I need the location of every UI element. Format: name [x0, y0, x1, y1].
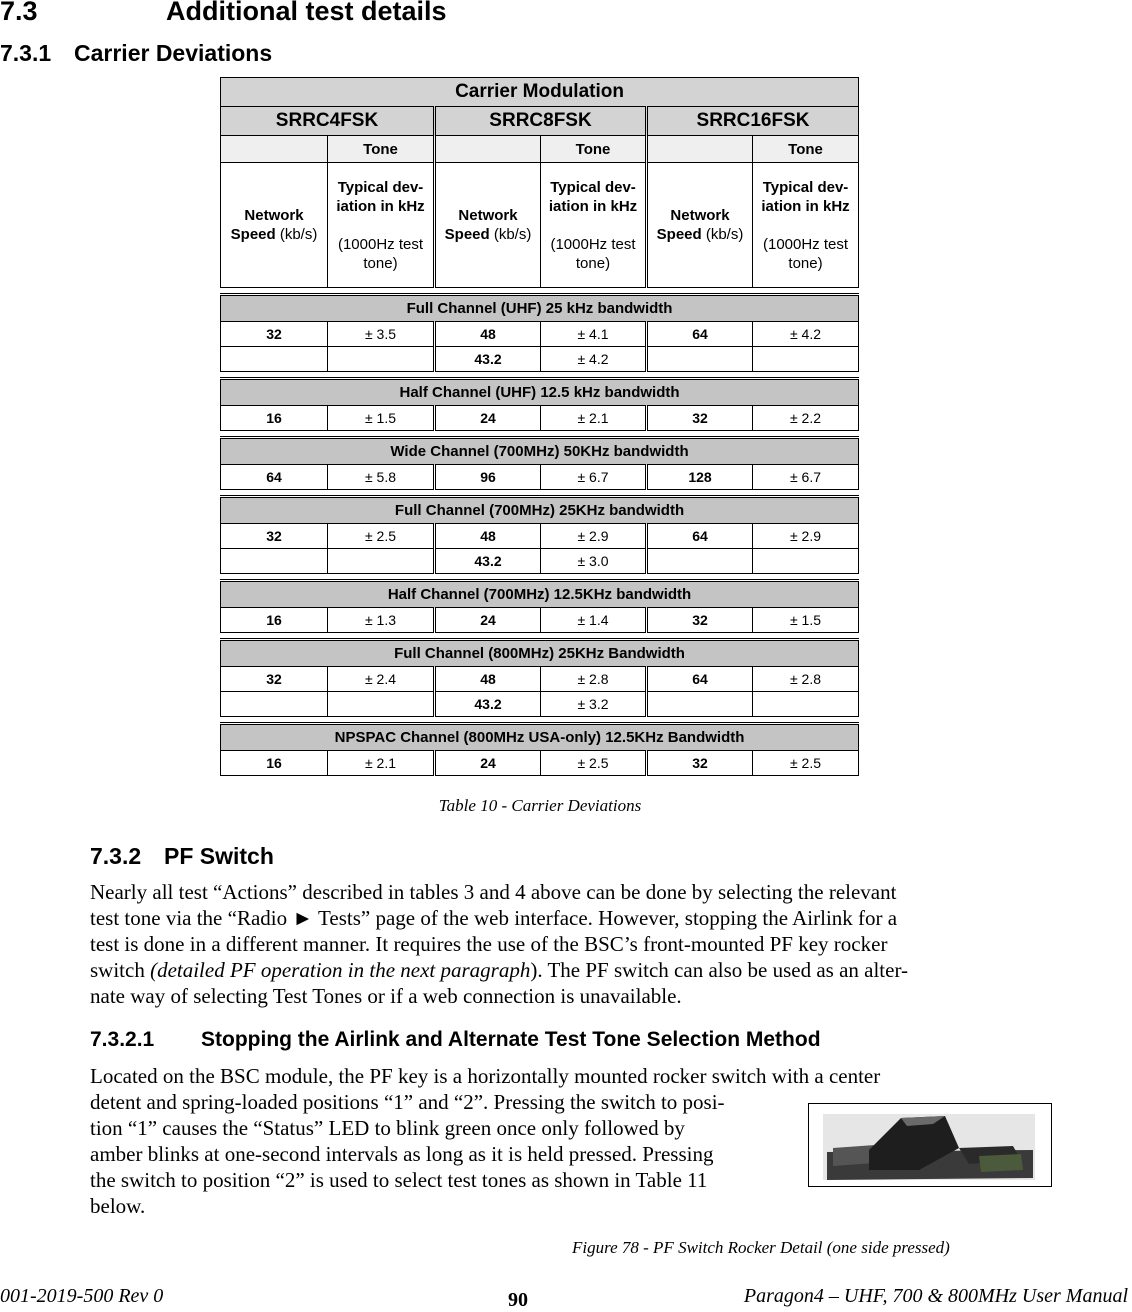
section-spacer	[221, 372, 859, 379]
rocker-switch-icon	[809, 1104, 1051, 1186]
network-speed-header: Network Speed (kb/s)	[221, 163, 328, 288]
paragraph-line: Nearly all test “Actions” described in tables 3 and 4 above can be done by selecting the relevant	[90, 880, 897, 904]
network-speed-cell: 16	[221, 751, 328, 776]
typical-deviation-header: Typical dev- iation in kHz (1000Hz test tone)	[328, 163, 435, 288]
deviation-cell: ± 1.4	[541, 608, 647, 633]
tone-empty-cell	[647, 136, 753, 163]
paragraph-line: switch (detailed PF operation in the next paragraph). The PF switch can also be used as an alter-	[90, 958, 909, 982]
deviation-cell: ± 4.2	[753, 322, 859, 347]
section-header: NPSPAC Channel (800MHz USA-only) 12.5KHz Bandwidth	[221, 724, 859, 751]
network-speed-cell: 64	[221, 465, 328, 490]
section-header: Wide Channel (700MHz) 50KHz bandwidth	[221, 438, 859, 465]
paragraph-line: test is done in a different manner. It requires the use of the BSC’s front-mounted PF key rocker	[90, 932, 888, 956]
deviation-cell: ± 4.2	[541, 347, 647, 372]
section-header: Half Channel (700MHz) 12.5KHz bandwidth	[221, 581, 859, 608]
subsection-title: PF Switch	[164, 843, 274, 869]
footer-manual-title: Paragon4 – UHF, 700 & 800MHz User Manual	[743, 1285, 1128, 1307]
network-speed-cell: 32	[647, 751, 753, 776]
section-spacer	[221, 431, 859, 438]
deviation-cell: ± 2.4	[328, 667, 435, 692]
network-speed-cell: 32	[221, 524, 328, 549]
network-speed-cell: 24	[435, 406, 541, 431]
network-speed-cell: 43.2	[435, 692, 541, 717]
deviation-cell: ± 5.8	[328, 465, 435, 490]
deviation-cell: ± 2.9	[753, 524, 859, 549]
group-header-srrc8fsk: SRRC8FSK	[435, 107, 647, 136]
network-speed-cell: 16	[221, 406, 328, 431]
deviation-cell: ± 4.1	[541, 322, 647, 347]
table-row	[221, 406, 859, 431]
table-row	[221, 608, 859, 633]
network-speed-cell: 32	[647, 608, 753, 633]
network-speed-cell: 24	[435, 751, 541, 776]
pf-switch-paragraph	[90, 879, 1010, 1009]
network-speed-cell: 32	[221, 322, 328, 347]
paragraph-line: tion “1” causes the “Status” LED to blink green once only followed by	[90, 1116, 685, 1140]
network-speed-cell: 43.2	[435, 549, 541, 574]
tone-empty-cell	[435, 136, 541, 163]
network-speed-cell: 64	[647, 322, 753, 347]
group-header-srrc16fsk: SRRC16FSK	[647, 107, 859, 136]
section-number: 7.3	[0, 0, 38, 26]
table-row	[221, 347, 859, 372]
paragraph-line: test tone via the “Radio ► Tests” page of the web interface. However, stopping the Airlink for a	[90, 906, 898, 930]
subsubsection-heading	[90, 1028, 821, 1052]
table-caption: Table 10 - Carrier Deviations	[438, 796, 642, 815]
deviation-cell	[328, 692, 435, 717]
network-speed-cell: 43.2	[435, 347, 541, 372]
deviation-cell: ± 3.5	[328, 322, 435, 347]
paragraph-line: amber blinks at one-second intervals as long as it is held pressed. Pressing	[90, 1142, 714, 1166]
table-row	[221, 465, 859, 490]
deviation-cell	[753, 347, 859, 372]
subsection-title: Carrier Deviations	[74, 40, 273, 66]
network-speed-cell: 64	[647, 524, 753, 549]
deviation-cell: ± 2.8	[541, 667, 647, 692]
subsection-heading-carrier-deviations	[0, 40, 272, 67]
footer-doc-number: 001-2019-500 Rev 0	[0, 1285, 164, 1307]
deviation-cell: ± 1.5	[753, 608, 859, 633]
deviation-cell: ± 2.5	[328, 524, 435, 549]
network-speed-cell	[647, 347, 753, 372]
deviation-cell: ± 2.1	[541, 406, 647, 431]
section-spacer	[221, 633, 859, 640]
deviation-cell: ± 2.9	[541, 524, 647, 549]
network-speed-cell: 48	[435, 524, 541, 549]
subsection-number: 7.3.2	[90, 843, 142, 869]
network-speed-cell: 24	[435, 608, 541, 633]
deviation-cell: ± 2.2	[753, 406, 859, 431]
deviation-cell	[753, 549, 859, 574]
network-speed-cell	[221, 692, 328, 717]
paragraph-line: below.	[90, 1194, 146, 1218]
section-spacer	[221, 717, 859, 724]
deviation-cell: ± 6.7	[753, 465, 859, 490]
deviation-cell	[753, 692, 859, 717]
page-number: 90	[508, 1289, 528, 1311]
paragraph-line: nate way of selecting Test Tones or if a web connection is unavailable.	[90, 984, 682, 1008]
network-speed-cell: 48	[435, 667, 541, 692]
deviation-cell	[328, 549, 435, 574]
section-spacer	[221, 288, 859, 295]
carrier-modulation-table	[220, 77, 859, 776]
tone-header: Tone	[541, 136, 647, 163]
network-speed-cell: 32	[647, 406, 753, 431]
deviation-cell: ± 1.5	[328, 406, 435, 431]
network-speed-cell: 128	[647, 465, 753, 490]
tone-header: Tone	[753, 136, 859, 163]
deviation-cell: ± 3.2	[541, 692, 647, 717]
subsubsection-title: Stopping the Airlink and Alternate Test Tone Selection Method	[201, 1028, 821, 1051]
typical-deviation-header: Typical dev- iation in kHz (1000Hz test tone)	[541, 163, 647, 288]
subsection-number: 7.3.1	[0, 40, 52, 66]
table-row	[221, 692, 859, 717]
section-header: Full Channel (800MHz) 25KHz Bandwidth	[221, 640, 859, 667]
tone-empty-cell	[221, 136, 328, 163]
table-row	[221, 549, 859, 574]
section-spacer	[221, 574, 859, 581]
table-row	[221, 751, 859, 776]
subsubsection-number: 7.3.2.1	[90, 1028, 155, 1051]
paragraph-line: Located on the BSC module, the PF key is a horizontally mounted rocker switch with a center	[90, 1064, 881, 1088]
network-speed-cell	[647, 692, 753, 717]
deviation-cell: ± 1.3	[328, 608, 435, 633]
deviation-cell: ± 2.1	[328, 751, 435, 776]
section-header: Full Channel (UHF) 25 kHz bandwidth	[221, 295, 859, 322]
pf-switch-rocker-image	[808, 1103, 1052, 1187]
deviation-cell: ± 6.7	[541, 465, 647, 490]
network-speed-cell: 64	[647, 667, 753, 692]
network-speed-cell: 96	[435, 465, 541, 490]
section-spacer	[221, 490, 859, 497]
paragraph-line: detent and spring-loaded positions “1” and “2”. Pressing the switch to posi-	[90, 1090, 725, 1114]
table-row	[221, 524, 859, 549]
section-title: Additional test details	[166, 0, 447, 26]
network-speed-cell: 32	[221, 667, 328, 692]
network-speed-header: Network Speed (kb/s)	[647, 163, 753, 288]
deviation-cell: ± 2.8	[753, 667, 859, 692]
deviation-cell	[328, 347, 435, 372]
deviation-cell: ± 2.5	[753, 751, 859, 776]
paragraph-line: the switch to position “2” is used to select test tones as shown in Table 11	[90, 1168, 708, 1192]
typical-deviation-header: Typical dev- iation in kHz (1000Hz test tone)	[753, 163, 859, 288]
table-row	[221, 322, 859, 347]
table-row	[221, 667, 859, 692]
table-title: Carrier Modulation	[221, 78, 859, 107]
network-speed-cell	[221, 347, 328, 372]
tone-header: Tone	[328, 136, 435, 163]
network-speed-cell	[647, 549, 753, 574]
deviation-cell: ± 3.0	[541, 549, 647, 574]
group-header-srrc4fsk: SRRC4FSK	[221, 107, 435, 136]
deviation-cell: ± 2.5	[541, 751, 647, 776]
network-speed-header: Network Speed (kb/s)	[435, 163, 541, 288]
section-header: Half Channel (UHF) 12.5 kHz bandwidth	[221, 379, 859, 406]
subsection-heading-pf-switch	[90, 843, 274, 870]
figure-caption: Figure 78 - PF Switch Rocker Detail (one side pressed)	[572, 1238, 950, 1257]
network-speed-cell	[221, 549, 328, 574]
section-header: Full Channel (700MHz) 25KHz bandwidth	[221, 497, 859, 524]
section-heading	[0, 0, 447, 27]
network-speed-cell: 16	[221, 608, 328, 633]
network-speed-cell: 48	[435, 322, 541, 347]
